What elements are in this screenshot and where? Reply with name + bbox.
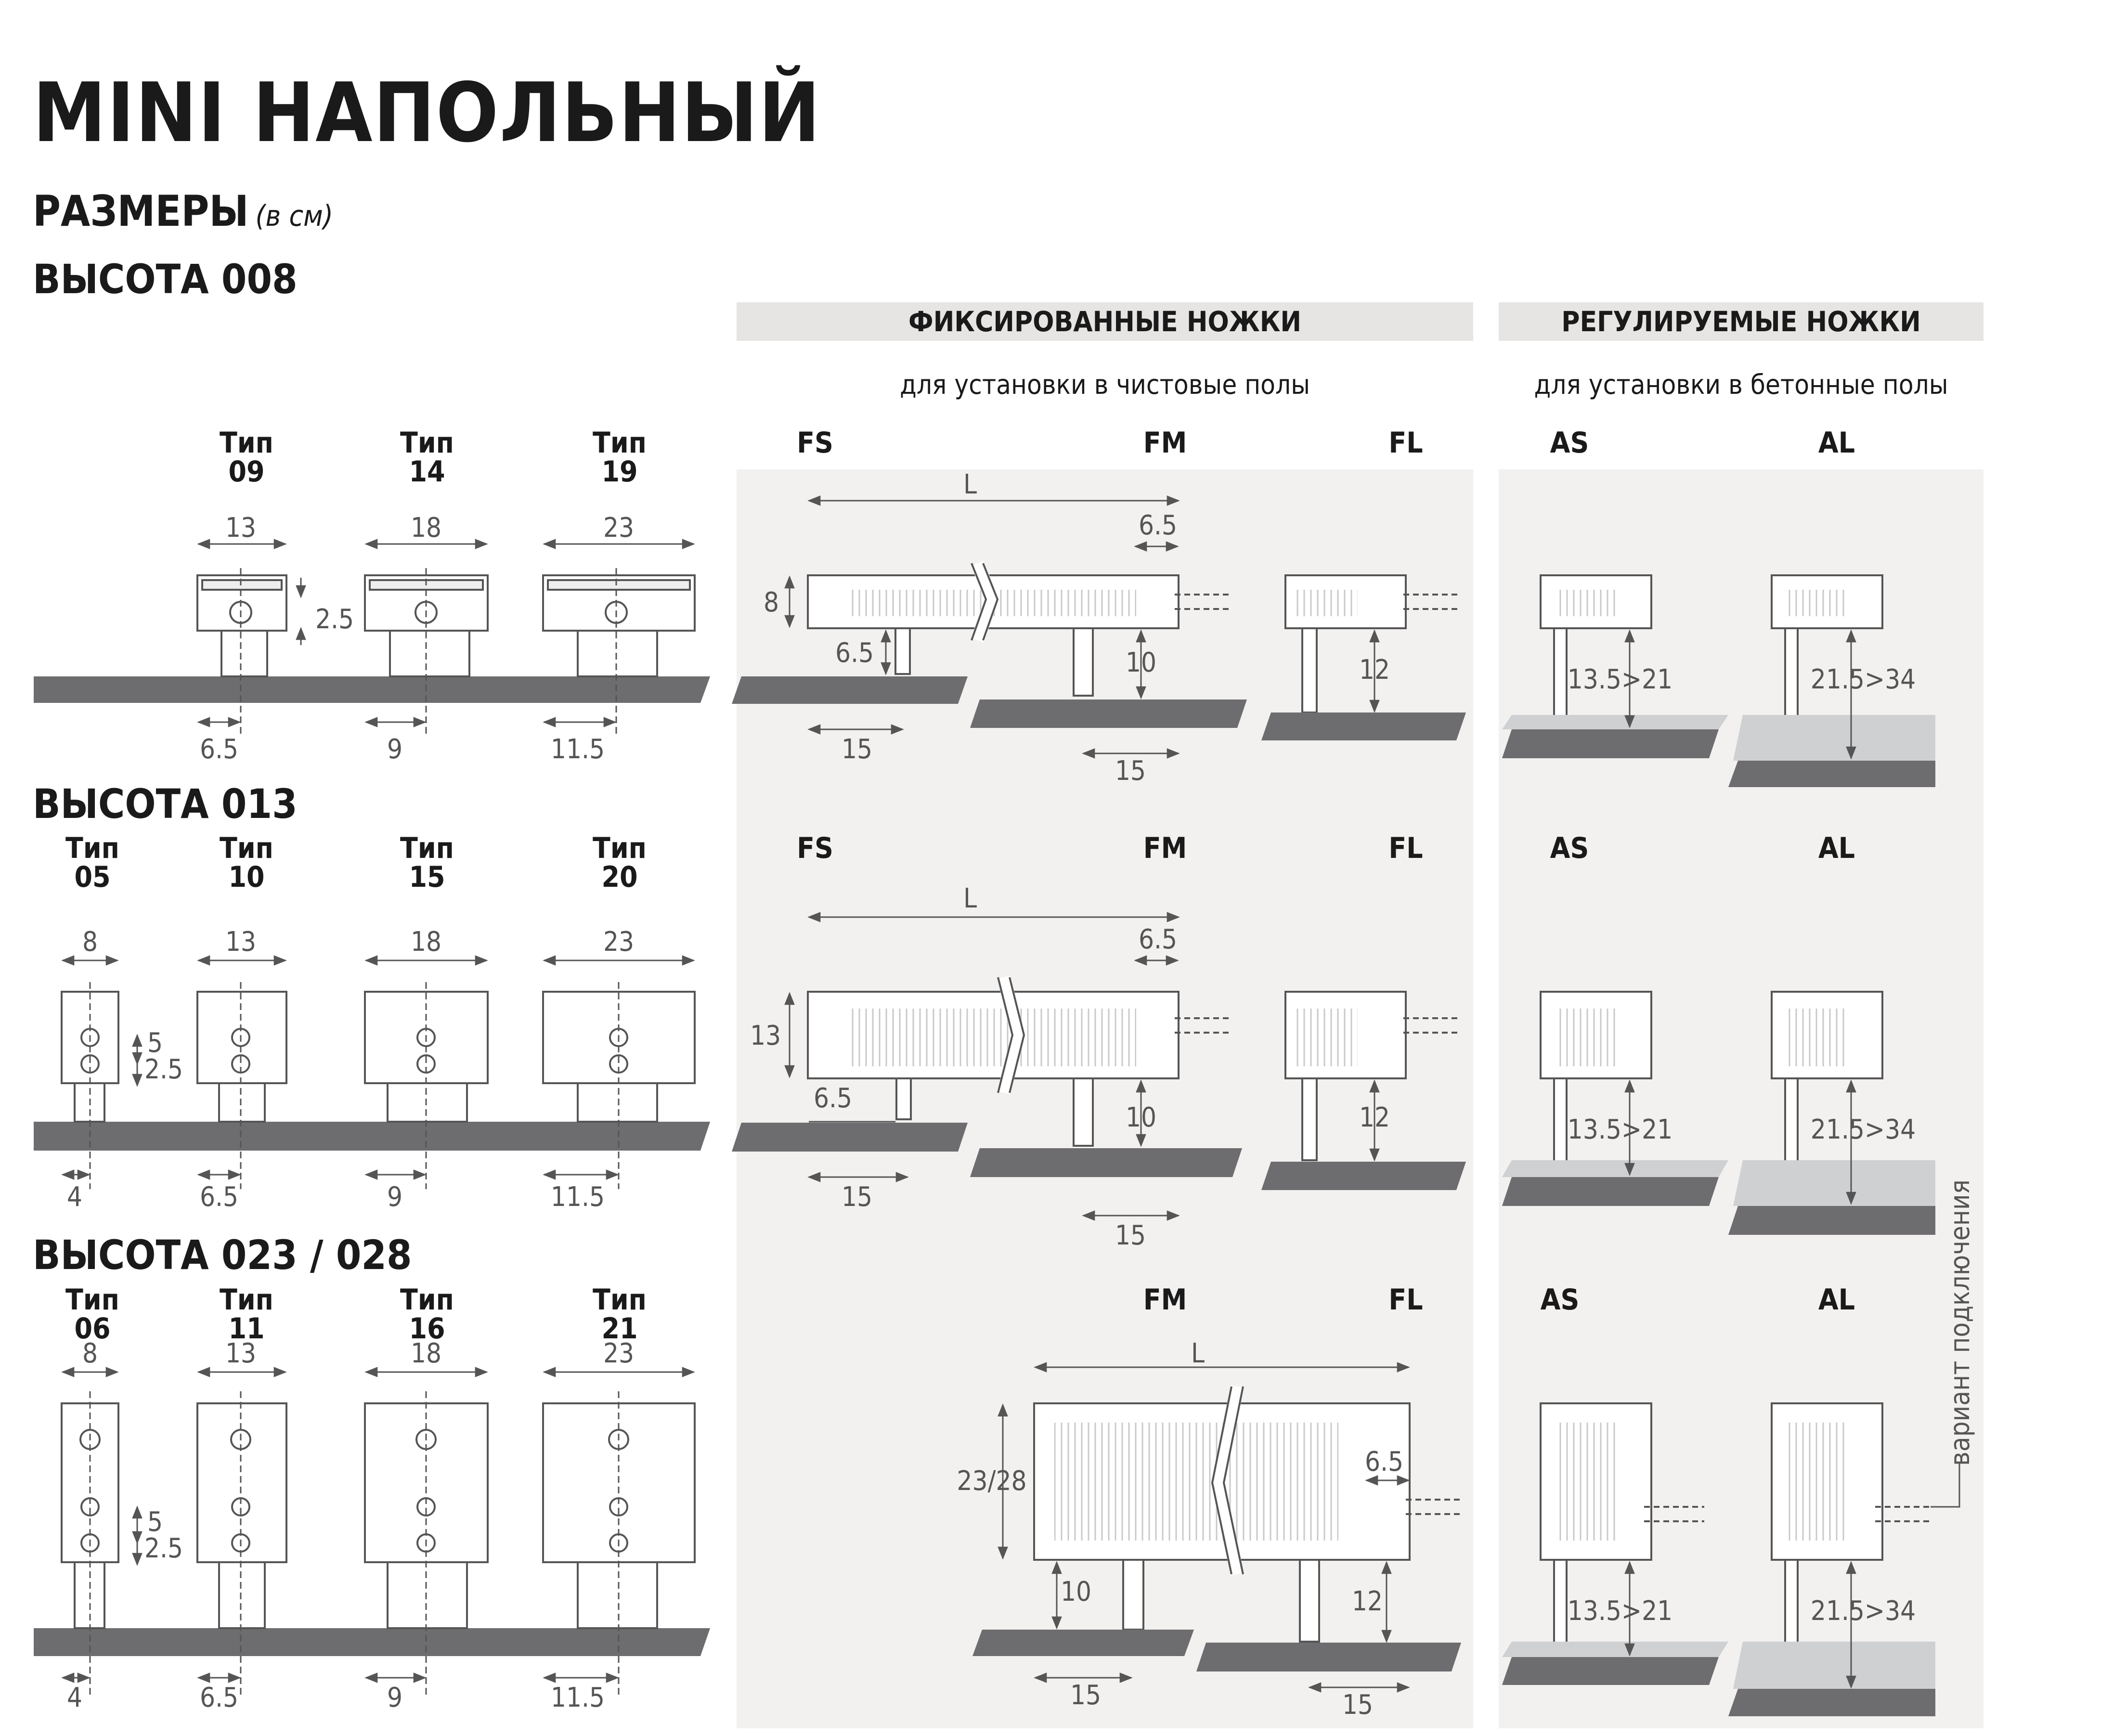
dim-offset-type-06: 4: [66, 1682, 83, 1713]
type-label-16: Тип 16: [400, 1283, 454, 1346]
screed-as-023: [1502, 1642, 1728, 1657]
floor-fl-023: [1196, 1643, 1461, 1671]
type-label-05: Тип 05: [65, 831, 119, 894]
floor-strip-023: [34, 1628, 710, 1656]
type-label-14: Тип 14: [400, 426, 454, 489]
section-type-20: [543, 982, 695, 1189]
dim-offset-type-11: 6.5: [199, 1682, 239, 1713]
dim-fm-leg-008: 10: [1125, 647, 1157, 678]
floor-al-023: [1728, 1689, 1935, 1716]
floor-as-023: [1502, 1657, 1719, 1685]
dim-fm-offset-008: 15: [1115, 755, 1146, 787]
screed-al-013: [1733, 1160, 1935, 1206]
floor-al-008: [1728, 761, 1935, 787]
type-label-11: Тип 11: [220, 1283, 273, 1346]
floor-fm-008: [970, 700, 1247, 728]
floor-fs-013: [732, 1123, 968, 1152]
connection-variant-leader: [1931, 1464, 1959, 1507]
type-label-09: Тип 09: [220, 426, 273, 489]
floor-strip-008: [34, 676, 710, 703]
subtitle-unit: (в см): [255, 199, 333, 233]
section-heading-height-008: ВЫСОТА 008: [33, 256, 298, 303]
fixed-legs-subtitle: для установки в чистовые полы: [900, 369, 1310, 401]
dim-height-023: 23/28: [957, 1465, 1027, 1497]
dim-width-type-11: 13: [225, 1338, 257, 1369]
dim-fs-offset-008: 15: [841, 734, 873, 765]
dim-al-range-023: 21.5>34: [1810, 1595, 1916, 1627]
type-label-21: Тип 21: [593, 1283, 647, 1346]
section-type-19: [543, 568, 695, 737]
floor-fl-008: [1261, 713, 1466, 740]
dim-fm-leg-023: 10: [1060, 1576, 1092, 1607]
leg-label-fl: FL: [1388, 426, 1423, 460]
dim-fs-offset-013: 15: [841, 1181, 873, 1213]
floor-fs-008: [732, 676, 968, 704]
section-type-15: [365, 982, 488, 1189]
dim-side-013-a: 5: [147, 1027, 163, 1059]
dim-conn-023: 6.5: [1364, 1446, 1404, 1477]
dim-offset-type-16: 9: [387, 1682, 403, 1713]
dim-length-023: L: [1191, 1338, 1205, 1369]
dim-width-type-16: 18: [410, 1338, 442, 1369]
floor-fl-013: [1261, 1162, 1466, 1190]
type-label-06: Тип 06: [65, 1283, 119, 1346]
dim-offset-type-21: 11.5: [550, 1682, 605, 1713]
leg-label-fm-013: FM: [1143, 831, 1187, 865]
section-type-09: [197, 568, 286, 737]
dim-fm-offset-013: 15: [1115, 1220, 1146, 1251]
dim-fl-offset-023: 15: [1342, 1689, 1374, 1721]
leg-label-as: AS: [1550, 426, 1589, 460]
dim-offset-type-19: 11.5: [550, 734, 605, 765]
dim-side-013-b: 2.5: [144, 1054, 183, 1085]
floor-as-013: [1502, 1177, 1719, 1206]
dim-side-023-a: 5: [147, 1506, 163, 1538]
section-type-10: [197, 982, 286, 1189]
leg-label-al-023: AL: [1818, 1283, 1855, 1317]
subtitle-text: РАЗМЕРЫ: [33, 186, 249, 236]
dim-width-type-06: 8: [82, 1338, 98, 1369]
dim-offset-type-10: 6.5: [199, 1181, 239, 1213]
dim-fm-offset-023: 15: [1070, 1680, 1102, 1711]
leg-label-fl-023: FL: [1388, 1283, 1423, 1317]
dim-as-range-013: 13.5>21: [1567, 1114, 1673, 1145]
heater-fl-008: [1285, 575, 1459, 713]
dim-offset-type-09: 6.5: [199, 734, 239, 765]
dim-al-range-008: 21.5>34: [1810, 664, 1916, 695]
section-heading-height-013: ВЫСОТА 013: [33, 780, 298, 828]
leg-label-as-023: AS: [1540, 1283, 1580, 1317]
leg-label-al: AL: [1818, 426, 1855, 460]
dim-side-023-b: 2.5: [144, 1533, 183, 1564]
leg-label-fm: FM: [1143, 426, 1187, 460]
dim-fs-leg-013: 6.5: [813, 1083, 853, 1114]
section-type-05: [62, 982, 118, 1189]
adjustable-legs-title: РЕГУЛИРУЕМЫЕ НОЖКИ: [1561, 305, 1921, 338]
dim-width-type-15: 18: [410, 926, 442, 958]
leg-label-fl-013: FL: [1388, 831, 1423, 865]
dim-width-type-19: 23: [603, 512, 635, 544]
type-label-15: Тип 15: [400, 831, 454, 894]
heater-fl-013: [1285, 992, 1459, 1160]
dim-al-range-013: 21.5>34: [1810, 1114, 1916, 1145]
type-label-10: Тип 10: [220, 831, 273, 894]
dim-width-type-21: 23: [603, 1338, 635, 1369]
screed-al-023: [1733, 1642, 1935, 1689]
screed-al-008: [1733, 715, 1935, 761]
screed-as-013: [1502, 1160, 1728, 1177]
heater-fm-fl-023: [1034, 1386, 1464, 1642]
dim-side-008: 2.5: [315, 604, 354, 635]
heater-fs-fm-013: [808, 977, 1232, 1146]
dim-offset-type-05: 4: [66, 1181, 83, 1213]
dim-offset-type-20: 11.5: [550, 1181, 605, 1213]
heater-fs-fm-008: [808, 563, 1232, 696]
dim-length-013: L: [963, 883, 977, 914]
dim-fs-leg-008: 6.5: [835, 637, 874, 669]
screed-as-008: [1502, 715, 1728, 729]
dim-conn-013: 6.5: [1138, 924, 1178, 955]
fixed-legs-title: ФИКСИРОВАННЫЕ НОЖКИ: [908, 305, 1302, 338]
dim-width-type-10: 13: [225, 926, 257, 958]
dim-fm-leg-013: 10: [1125, 1102, 1157, 1133]
dim-offset-type-15: 9: [387, 1181, 403, 1213]
section-heading-height-023-028: ВЫСОТА 023 / 028: [33, 1231, 412, 1279]
dim-width-type-20: 23: [603, 926, 635, 958]
floor-fm-013: [970, 1148, 1242, 1177]
connection-variant-label: вариант подключения: [1945, 1179, 1976, 1466]
floor-as-008: [1502, 729, 1719, 758]
dim-length-008: L: [963, 469, 977, 500]
leg-label-as-013: AS: [1550, 831, 1589, 865]
floor-al-013: [1728, 1206, 1935, 1235]
dim-fl-leg-008: 12: [1359, 654, 1390, 686]
floor-fm-023: [972, 1630, 1194, 1656]
type-label-20: Тип 20: [593, 831, 647, 894]
page-title: MINI НАПОЛЬНЫЙ: [33, 65, 821, 161]
dim-width-type-05: 8: [82, 926, 98, 958]
dim-as-range-008: 13.5>21: [1567, 664, 1673, 695]
dim-conn-008: 6.5: [1138, 510, 1178, 541]
leg-label-fs: FS: [797, 426, 833, 460]
dim-as-range-023: 13.5>21: [1567, 1595, 1673, 1627]
dim-height-008: 8: [763, 587, 779, 618]
type-label-19: Тип 19: [593, 426, 647, 489]
floor-strip-013: [34, 1122, 710, 1151]
dim-height-013: 13: [750, 1020, 781, 1051]
leg-label-fs-013: FS: [797, 831, 833, 865]
adjustable-legs-subtitle: для установки в бетонные полы: [1534, 369, 1948, 401]
leg-label-al-013: AL: [1818, 831, 1855, 865]
dim-width-type-09: 13: [225, 512, 257, 544]
dim-fl-leg-023: 12: [1351, 1586, 1383, 1617]
section-type-14: [365, 568, 488, 737]
dim-width-type-14: 18: [410, 512, 442, 544]
dim-fl-leg-013: 12: [1359, 1102, 1390, 1133]
dim-offset-type-14: 9: [387, 734, 403, 765]
leg-label-fm-023: FM: [1143, 1283, 1187, 1317]
